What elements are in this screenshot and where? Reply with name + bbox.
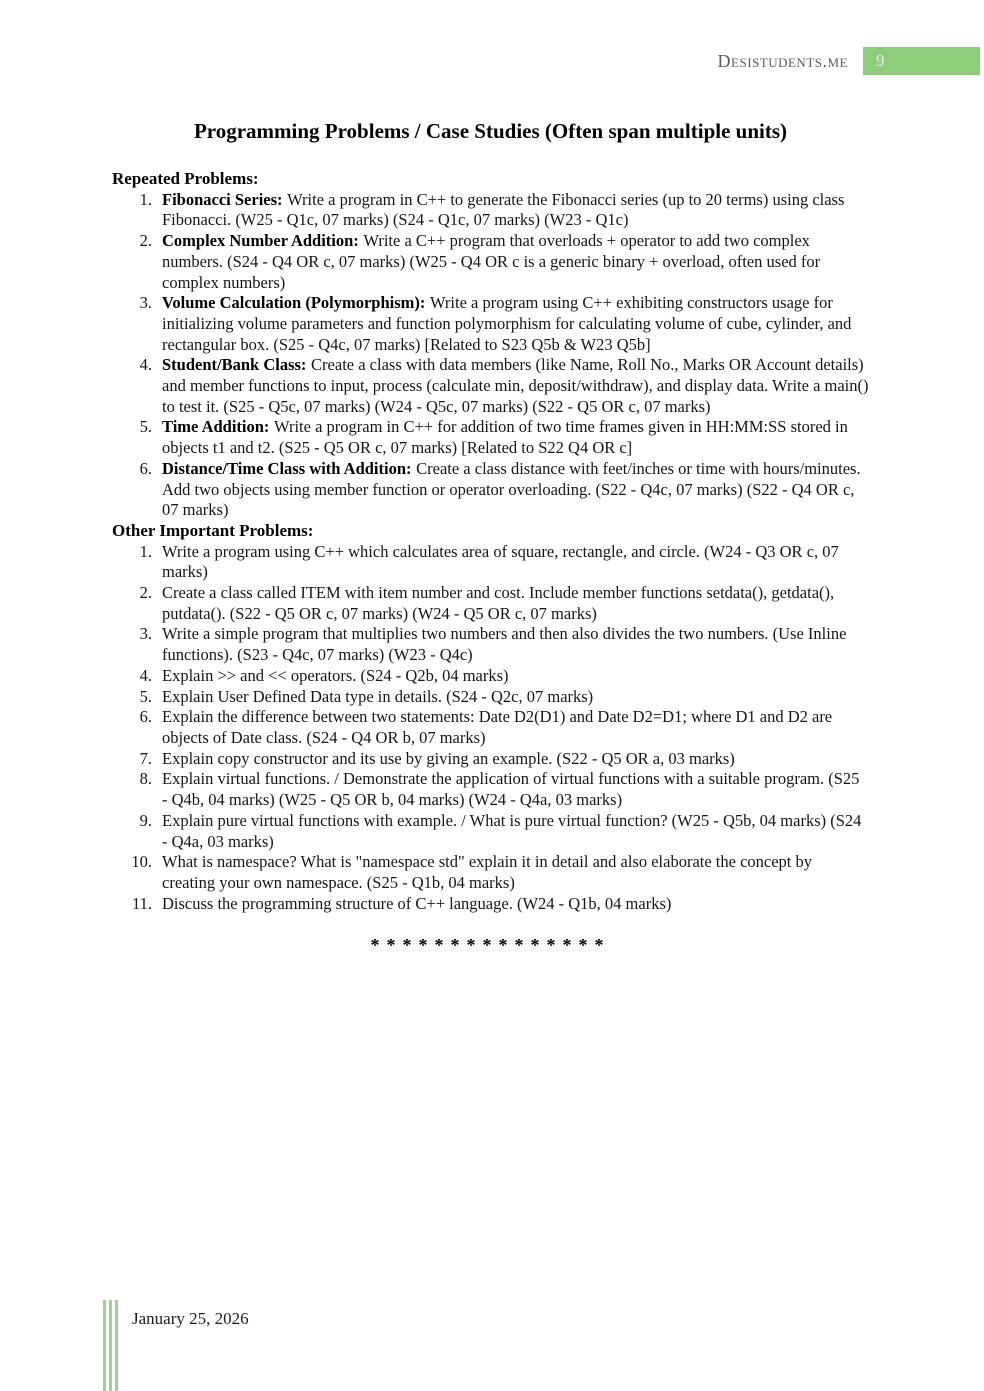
section-heading: Repeated Problems: bbox=[112, 169, 259, 188]
item-body-text: Create a class called ITEM with item number and cost. Include member functions setdata(), getdata(), putdata(). (S22 - Q5 OR c, 07 marks) (W24 - Q5 OR c, 07 marks) bbox=[162, 583, 835, 623]
separator-asterisks: *************** bbox=[370, 935, 611, 956]
item-number: 5. bbox=[139, 417, 152, 437]
item-bold-lead: Student/Bank Class: bbox=[162, 355, 307, 375]
item-text bbox=[162, 852, 869, 893]
list-item bbox=[112, 583, 869, 624]
item-number: 6. bbox=[139, 458, 152, 478]
item-text bbox=[162, 749, 869, 770]
item-text bbox=[162, 583, 869, 624]
numbered-list bbox=[112, 542, 869, 915]
item-text bbox=[162, 624, 869, 665]
item-number: 1. bbox=[139, 189, 152, 209]
item-number: 5. bbox=[139, 686, 152, 706]
list-item bbox=[112, 769, 869, 810]
item-body-text: Create a class distance with feet/inches or time with hours/minutes. Add two objects using member function or operator overloading. (S22 - Q4c, 07 marks) (S22 - Q4 OR c, 07 marks) bbox=[162, 458, 861, 520]
item-body-text: Write a program using C++ which calculates area of square, rectangle, and circle. (W24 - Q3 OR c, 07 marks) bbox=[162, 541, 839, 582]
list-item bbox=[112, 894, 869, 915]
site-name: Desistudents.me bbox=[717, 50, 848, 71]
item-text bbox=[162, 293, 869, 355]
item-body-text: Explain virtual functions. / Demonstrate the application of virtual functions with a suitable program. (S25 - Q4b, 04 marks) (W25 - Q5 OR b, 04 marks) (W24 - Q4a, 03 marks) bbox=[162, 769, 860, 810]
list-item bbox=[112, 852, 869, 893]
list-item bbox=[112, 542, 869, 583]
decorative-vertical-lines-icon bbox=[103, 1300, 121, 1391]
item-bold-lead: Complex Number Addition: bbox=[162, 231, 359, 251]
item-body-text: Write a program in C++ to generate the Fibonacci series (up to 20 terms) using class Fibonacci. (W25 - Q1c, 07 marks) (S24 - Q1c, 07 marks) (W23 - Q1c) bbox=[162, 189, 845, 230]
list-item bbox=[112, 355, 869, 417]
list-item bbox=[112, 687, 869, 708]
item-body-text: Write a simple program that multiplies two numbers and then also divides the two numbers. (Use Inline functions). (S23 - Q4c, 07 marks) (W23 - Q4c) bbox=[162, 624, 847, 665]
item-body-text: Write a program in C++ for addition of two time frames given in HH:MM:SS stored in objects t1 and t2. (S25 - Q5 OR c, 07 marks) [Related to S22 Q4 OR c] bbox=[162, 417, 848, 458]
item-text bbox=[162, 707, 869, 748]
list-item bbox=[112, 707, 869, 748]
item-text bbox=[162, 542, 869, 583]
page-number: 9 bbox=[876, 51, 885, 70]
item-body-text: Create a class with data members (like Name, Roll No., Marks OR Account details) and member functions to input, process (calculate min, deposit/withdraw), and display data. Write a main() to test it. (S25 - Q5c, 07 marks) (W24 - Q5c, 07 marks) (S22 - Q5 OR c, 07 marks) bbox=[162, 355, 869, 416]
item-number: 2. bbox=[139, 583, 152, 603]
item-number: 10. bbox=[131, 852, 152, 872]
item-text bbox=[162, 459, 869, 521]
item-body-text: Write a C++ program that overloads + operator to add two complex numbers. (S24 - Q4 OR c, 07 marks) (W25 - Q4 OR c is a generic binary + overload, often used for complex numbers) bbox=[162, 231, 821, 292]
list-item bbox=[112, 811, 869, 852]
list-item bbox=[112, 624, 869, 665]
item-number: 1. bbox=[139, 541, 152, 561]
page-title: Programming Problems / Case Studies (Often span multiple units) bbox=[193, 119, 788, 143]
item-text bbox=[162, 687, 869, 708]
item-bold-lead: Distance/Time Class with Addition: bbox=[162, 458, 412, 478]
item-text bbox=[162, 666, 869, 687]
item-bold-lead: Time Addition: bbox=[162, 417, 270, 437]
item-body-text: Explain the difference between two statements: Date D2(D1) and Date D2=D1; where D1 and D2 are objects of Date class. (S24 - Q4 OR b, 07 marks) bbox=[162, 707, 833, 747]
list-item bbox=[112, 231, 869, 293]
item-number: 11. bbox=[131, 893, 152, 913]
footer-date: January 25, 2026 bbox=[132, 1309, 249, 1328]
numbered-list bbox=[112, 190, 869, 521]
list-item bbox=[112, 749, 869, 770]
item-text bbox=[162, 417, 869, 458]
item-text bbox=[162, 355, 869, 417]
item-number: 4. bbox=[139, 665, 152, 685]
item-text bbox=[162, 231, 869, 293]
item-body-text: Explain User Defined Data type in details. (S24 - Q2c, 07 marks) bbox=[162, 686, 594, 706]
item-body-text: Explain >> and << operators. (S24 - Q2b, 04 marks) bbox=[162, 665, 509, 685]
sections-container bbox=[112, 169, 869, 914]
list-item bbox=[112, 417, 869, 458]
item-number: 2. bbox=[139, 231, 152, 251]
item-bold-lead: Volume Calculation (Polymorphism): bbox=[162, 293, 426, 313]
list-item bbox=[112, 190, 869, 231]
item-body-text: Explain pure virtual functions with example. / What is pure virtual function? (W25 - Q5b, 04 marks) (S24 - Q4a, 03 marks) bbox=[162, 810, 862, 851]
item-number: 3. bbox=[139, 293, 152, 313]
item-text bbox=[162, 769, 869, 810]
item-number: 4. bbox=[139, 355, 152, 375]
list-item bbox=[112, 459, 869, 521]
item-text bbox=[162, 894, 869, 915]
item-bold-lead: Fibonacci Series: bbox=[162, 189, 283, 209]
item-body-text: Explain copy constructor and its use by giving an example. (S22 - Q5 OR a, 03 marks) bbox=[162, 748, 735, 768]
item-body-text: Write a program using C++ exhibiting constructors usage for initializing volume parameters and function polymorphism for calculating volume of cube, cylinder, and rectangular box. (S25 - Q4c, 07 marks) [Related to S23 Q5b & W23 Q5b] bbox=[162, 293, 852, 354]
section-heading: Other Important Problems: bbox=[112, 520, 314, 540]
item-number: 7. bbox=[139, 748, 152, 768]
item-number: 9. bbox=[139, 810, 152, 830]
item-text bbox=[162, 190, 869, 231]
item-number: 8. bbox=[139, 769, 152, 789]
item-text bbox=[162, 811, 869, 852]
item-number: 3. bbox=[139, 624, 152, 644]
list-item bbox=[112, 666, 869, 687]
list-item bbox=[112, 293, 869, 355]
item-number: 6. bbox=[139, 707, 152, 727]
item-body-text: Discuss the programming structure of C++ language. (W24 - Q1b, 04 marks) bbox=[162, 893, 672, 913]
item-body-text: What is namespace? What is "namespace std" explain it in detail and also elaborate the concept by creating your own namespace. (S25 - Q1b, 04 marks) bbox=[162, 852, 813, 892]
